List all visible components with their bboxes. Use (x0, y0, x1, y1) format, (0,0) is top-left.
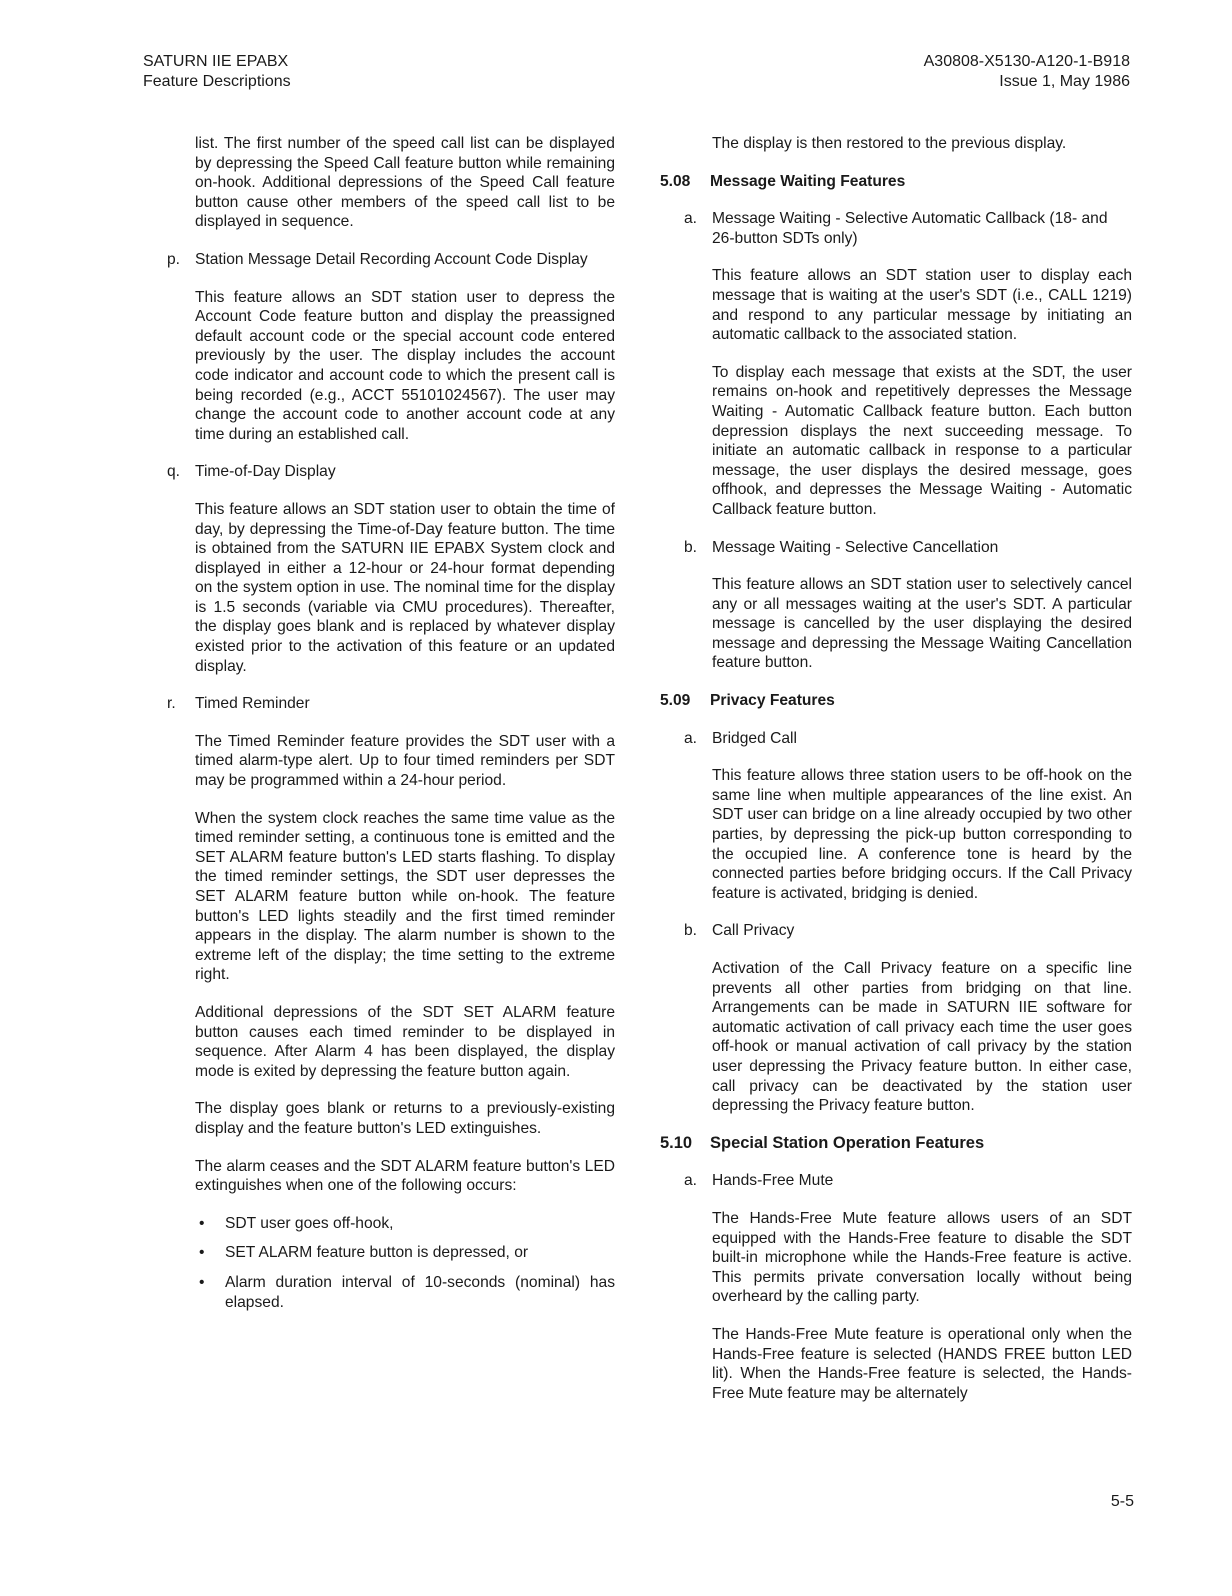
section-5-09-heading (660, 691, 1132, 711)
header-left (143, 52, 291, 92)
item-b-heading (684, 538, 1132, 558)
item-b-body: This feature allows an SDT station user to selectively cancel any or all messages waiting at the user's SDT. A particular message is cancelled by the user displaying the desired message and depressing the Message Waiting Cancellation feature button. (712, 576, 1132, 672)
item-b-body: Activation of the Call Privacy feature on a specific line prevents all other parties from bridging on that line. Arrangements can be made in SATURN IIE software for automatic activation of call privacy each time the user goes off-hook or manual activation of call privacy by the station user depressing the Privacy feature button. In either case, call privacy can be deactivated by the station user depressing the Privacy feature button. (712, 960, 1132, 1115)
list-item: • SET ALARM feature button is depressed, or (195, 1243, 615, 1263)
item-title: Call Privacy (712, 922, 795, 940)
section-title: Privacy Features (710, 692, 835, 710)
item-p-heading (167, 250, 615, 270)
item-r-body-2: When the system clock reaches the same time value as the timed reminder setting, a continuous tone is emitted and the SET ALARM feature button's LED starts flashing. To display the timed reminder settings, the SDT user depresses the SET ALARM feature button while on-hook. The feature button's LED lights steadily and the first timed reminder appears in the display. The alarm number is shown to the extreme left of the display; the time setting to the extreme right. (195, 809, 615, 984)
section-number: 5.09 (660, 692, 691, 710)
item-p-body: This feature allows an SDT station user to depress the Account Code feature button and display the preassigned default account code or the special account code entered previously by the user. The display includes the account code indicator and account code to which the present call is being recorded (e.g., ACCT 55101024567). The user may change the account code to another account code at any time during an established call. (195, 288, 615, 443)
item-a-heading (684, 729, 1132, 749)
item-label: q. (167, 463, 181, 481)
doc-title: SATURN IIE EPABX (143, 53, 289, 70)
item-title: Time-of-Day Display (195, 463, 336, 481)
section-5-08-heading (660, 172, 1132, 192)
section-title: Special Station Operation Features (710, 1133, 985, 1152)
item-title: Message Waiting - Selective Automatic Callback (18- and 26-button SDTs only) (712, 210, 1108, 247)
alarm-conditions-list (195, 1214, 615, 1312)
section-title: Message Waiting Features (710, 172, 906, 190)
item-a-heading (684, 1171, 1132, 1191)
section-number: 5.10 (660, 1133, 693, 1152)
item-a-body-2: To display each message that exists at the SDT, the user remains on-hook and repetitively depresses the Message Waiting - Automatic Callback feature button. Each button depression displays the next succeeding message. To initiate an automatic callback in response to a particular message, the user displays the desired message, goes offhook, and depresses the Message Waiting - Automatic Callback feature button. (712, 363, 1132, 518)
item-r-body-1: The Timed Reminder feature provides the SDT user with a timed alarm-type alert. Up to four timed reminders per SDT may be programmed within a 24-hour period. (195, 732, 615, 790)
item-a-heading (684, 209, 1132, 248)
item-q-heading (167, 462, 615, 482)
continued-paragraph: list. The first number of the speed call list can be displayed by depressing the Speed Call feature button while remaining on-hook. Additional depressions of the Speed Call feature button cause other members of the speed call list to be displayed in sequence. (195, 135, 615, 231)
section-5-10-heading (660, 1134, 1132, 1154)
doc-number: A30808-X5130-A120-1-B918 (923, 53, 1130, 70)
item-label: a. (684, 210, 698, 228)
item-label: r. (167, 695, 176, 713)
item-label: b. (684, 922, 698, 940)
item-r-body-4: The display goes blank or returns to a previously-existing display and the feature button's LED extinguishes. (195, 1100, 615, 1137)
item-a-body-1: This feature allows an SDT station user to display each message that is waiting at the user's SDT (i.e., CALL 1219) and respond to any particular message by initiating an automatic callback to the associated station. (712, 267, 1132, 344)
left-column (143, 134, 615, 1322)
item-a-body-2: The Hands-Free Mute feature is operational only when the Hands-Free feature is selected (HANDS FREE button LED lit). When the Hands-Free feature is selected, the Hands-Free Mute feature may be alternately (712, 1325, 1132, 1402)
item-q-body: This feature allows an SDT station user to obtain the time of day, by depressing the Time-of-Day feature button. The time is obtained from the SATURN IIE EPABX System clock and displayed in either a 12-hour or 24-hour format depending on the system option in use. The nominal time for the display is 1.5 seconds (variable via CMU procedures). Thereafter, the display goes blank and is replaced by whatever display existed prior to the activation of this feature or an updated display. (195, 500, 615, 675)
header-right (924, 52, 1130, 92)
continued-paragraph: The display is then restored to the previous display. (712, 135, 1067, 152)
list-item: • SDT user goes off-hook, (195, 1214, 615, 1234)
item-a-body: This feature allows three station users to be off-hook on the same line when multiple appearances of the line exist. An SDT user can bridge on a line already occupied by two other parties, by depressing the pick-up button corresponding to the occupied line. A conference tone is heard by the connected parties before bridging occurs. If the Call Privacy feature is activated, bridging is denied. (712, 767, 1132, 902)
item-label: p. (167, 250, 181, 268)
item-r-body-3: Additional depressions of the SDT SET ALARM feature button causes each timed reminder to be displayed in sequence. After Alarm 4 has been displayed, the display mode is exited by depressing the feature button again. (195, 1003, 615, 1080)
item-title: Timed Reminder (195, 695, 310, 713)
list-item: • Alarm duration interval of 10-seconds (nominal) has elapsed. (195, 1273, 615, 1312)
item-label: b. (684, 538, 698, 556)
item-r-body-5: The alarm ceases and the SDT ALARM feature button's LED extinguishes when one of the following occurs: (195, 1157, 615, 1195)
item-title: Message Waiting - Selective Cancellation (712, 538, 999, 556)
item-title: Hands-Free Mute (712, 1172, 834, 1190)
item-a-body-1: The Hands-Free Mute feature allows users of an SDT equipped with the Hands-Free feature to disable the SDT built-in microphone while the Hands-Free feature is active. This permits private conversation locally without being overheard by the calling party. (712, 1209, 1132, 1306)
item-label: a. (684, 1172, 698, 1190)
section-number: 5.08 (660, 172, 691, 190)
item-title: Bridged Call (712, 729, 797, 747)
doc-issue: Issue 1, May 1986 (999, 73, 1130, 90)
item-title: Station Message Detail Recording Account Code Display (195, 250, 588, 268)
page-number: 5-5 (1110, 1493, 1134, 1510)
item-b-heading (684, 921, 1132, 941)
doc-subtitle: Feature Descriptions (143, 73, 291, 90)
item-r-heading (167, 694, 615, 714)
item-label: a. (684, 729, 698, 747)
right-column (660, 134, 1132, 1421)
